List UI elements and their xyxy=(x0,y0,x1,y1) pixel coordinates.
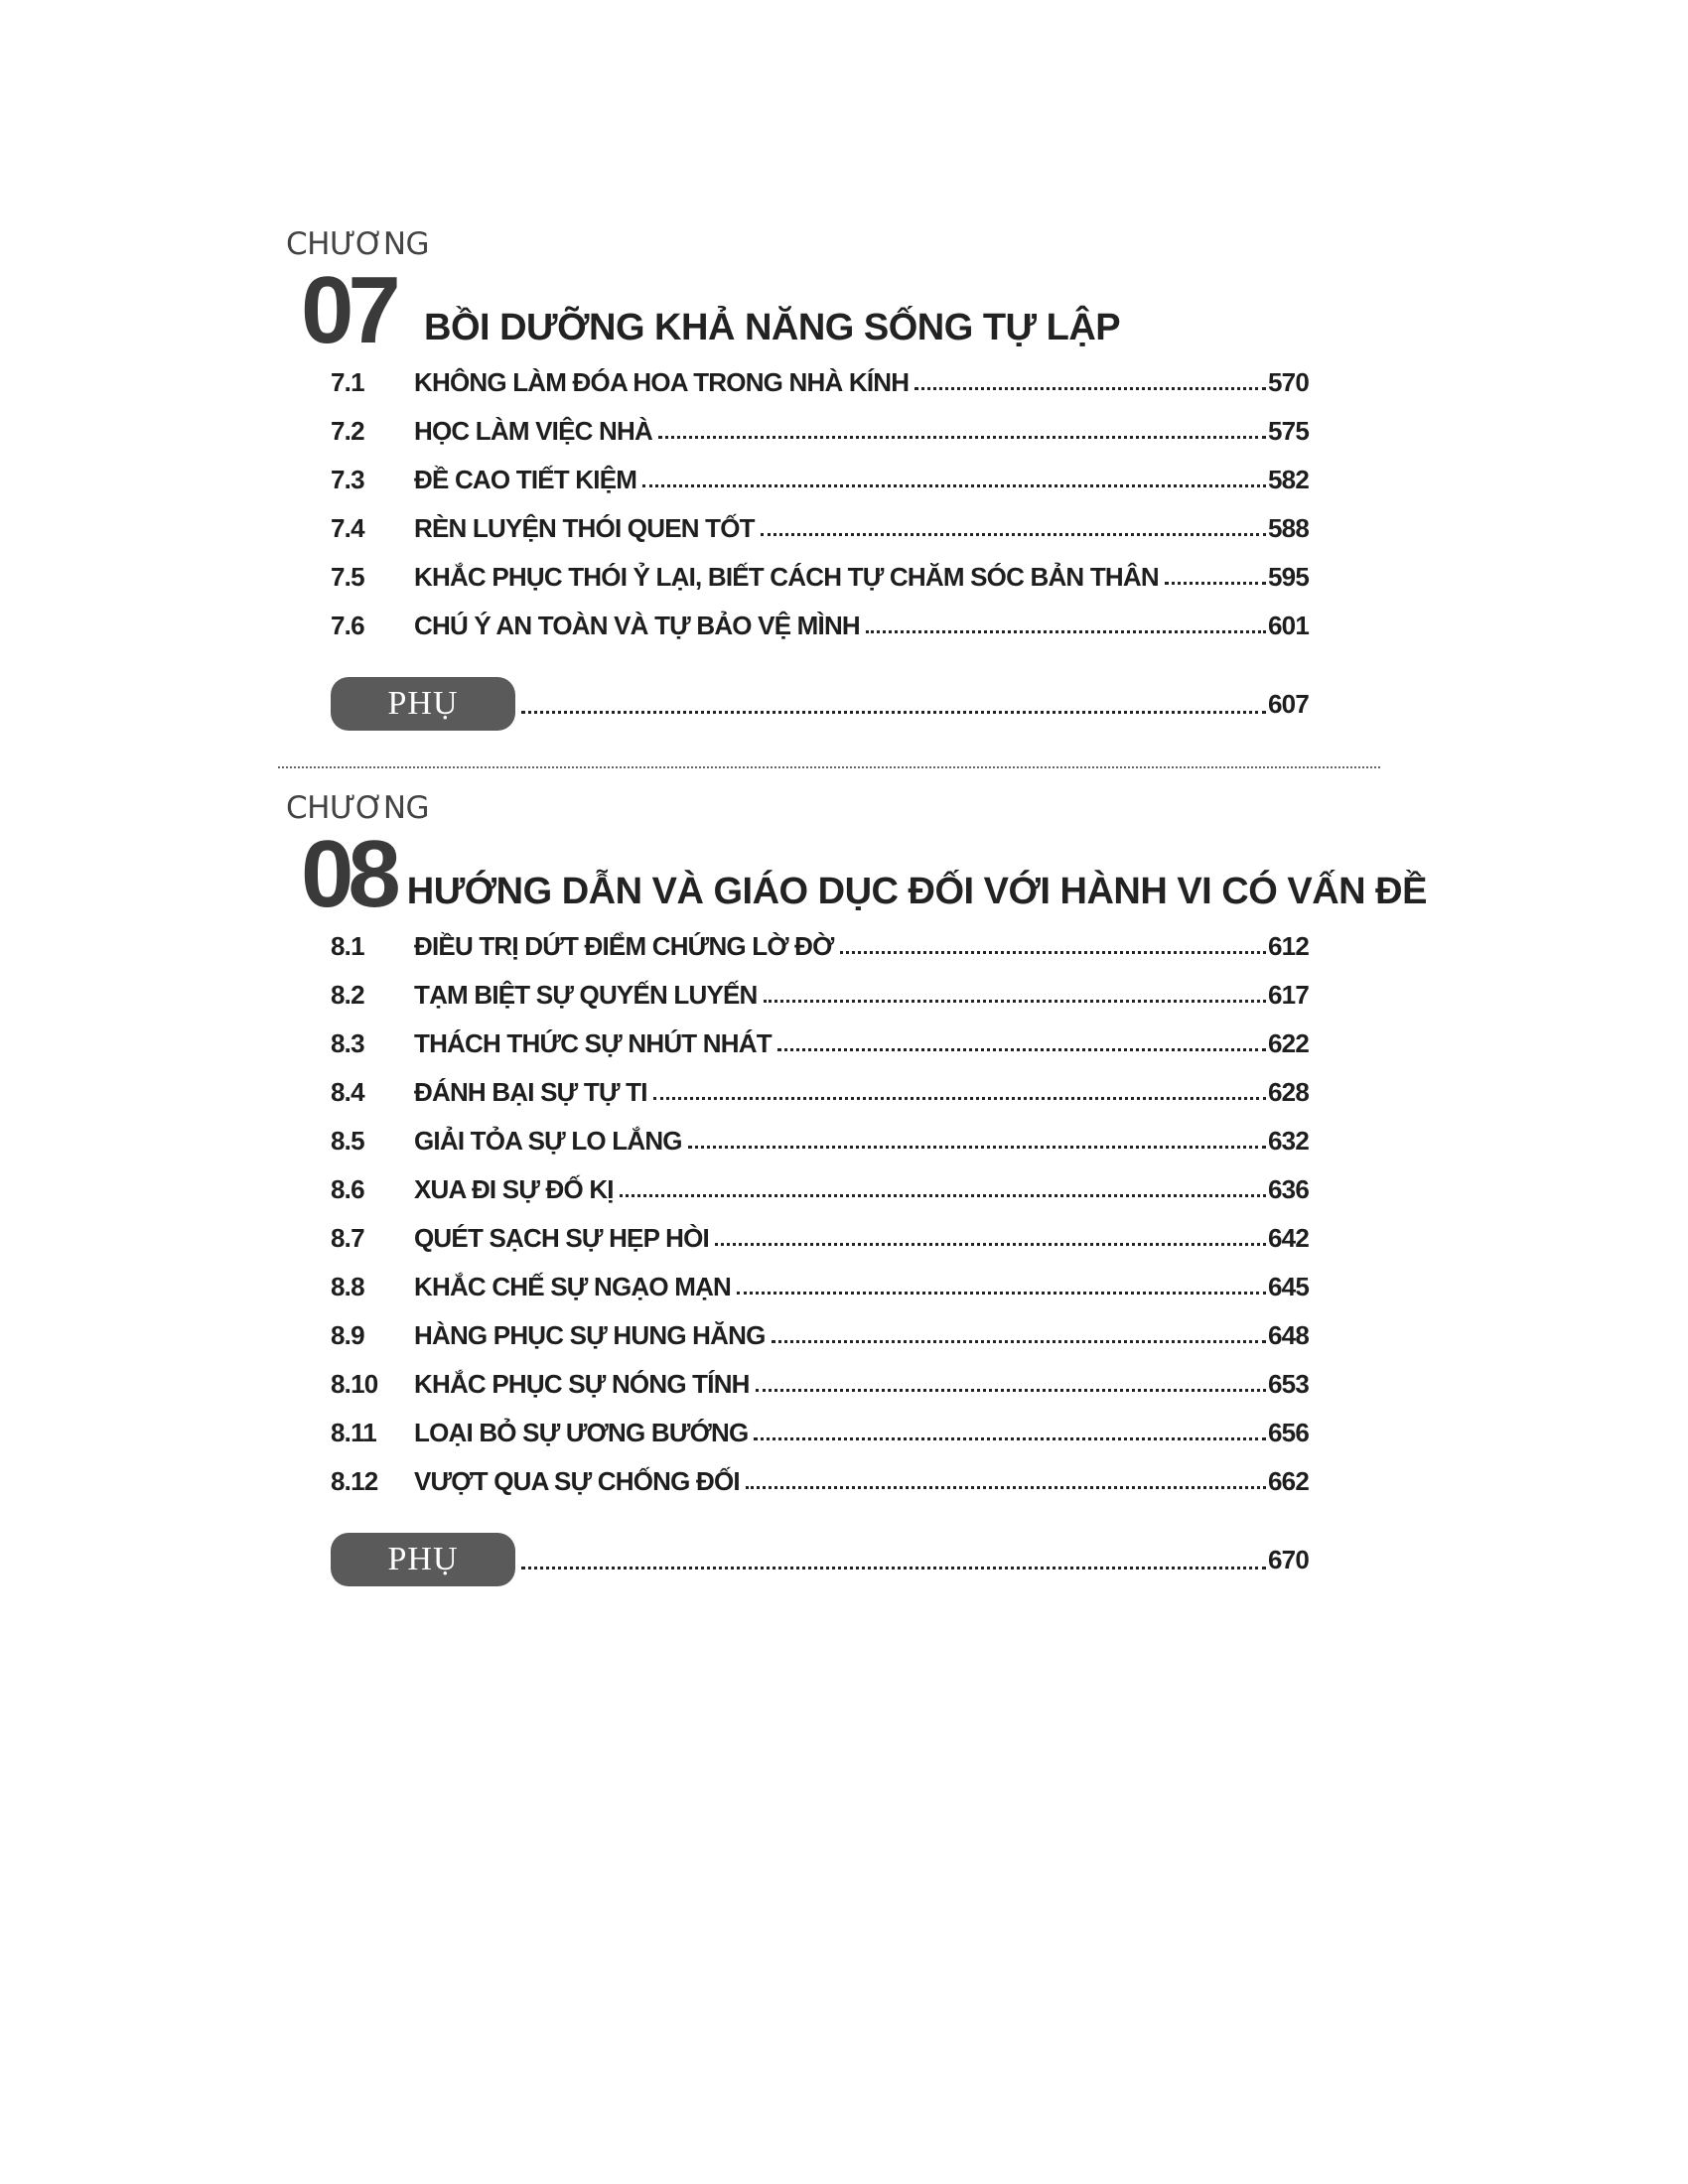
chapter-heading xyxy=(286,257,1408,363)
chapter-word: CHƯƠNG xyxy=(286,226,430,262)
toc-entry-number: 8.9 xyxy=(331,1320,364,1350)
toc-entry-page-number: 570 xyxy=(1268,367,1309,397)
dot-leader xyxy=(764,995,1266,1003)
toc-entry[interactable] xyxy=(331,465,1309,513)
appendix-page-number: 670 xyxy=(1268,1544,1309,1574)
toc-entry-page-number: 653 xyxy=(1268,1369,1309,1399)
dot-leader xyxy=(840,946,1267,954)
toc-entry-page-number: 648 xyxy=(1268,1320,1309,1350)
dot-leader xyxy=(761,528,1266,536)
dot-leader xyxy=(1165,577,1266,585)
toc-entry-number: 7.2 xyxy=(331,416,364,446)
toc-entry-number: 7.3 xyxy=(331,465,364,494)
toc-entry[interactable] xyxy=(331,1028,1309,1077)
chapter-word: CHƯƠNG xyxy=(286,790,430,826)
toc-entry-number: 8.3 xyxy=(331,1028,364,1058)
toc-entry[interactable] xyxy=(331,611,1309,659)
toc-entry[interactable] xyxy=(331,931,1309,980)
toc-entry-page-number: 636 xyxy=(1268,1174,1309,1204)
toc-entry-page-number: 622 xyxy=(1268,1028,1309,1058)
appendix-entry[interactable] xyxy=(331,1533,1309,1631)
toc-entry-title: GIẢI TỎA SỰ LO LẮNG xyxy=(414,1126,682,1156)
toc-entry-number: 8.5 xyxy=(331,1126,364,1156)
toc-entry-page-number: 582 xyxy=(1268,465,1309,494)
toc-entry-page-number: 645 xyxy=(1268,1272,1309,1301)
toc-entry[interactable] xyxy=(331,1174,1309,1223)
toc-entry[interactable] xyxy=(331,513,1309,562)
toc-entry[interactable] xyxy=(331,1369,1309,1418)
toc-entry-page-number: 588 xyxy=(1268,513,1309,543)
toc-entry-number: 8.11 xyxy=(331,1418,376,1447)
dot-leader xyxy=(737,1287,1266,1295)
toc-entry-title: KHẮC CHẾ SỰ NGẠO MẠN xyxy=(414,1272,732,1301)
toc-entry-number: 8.1 xyxy=(331,931,364,961)
toc-entry-number: 8.10 xyxy=(331,1369,378,1399)
dot-leader xyxy=(914,382,1266,390)
dot-leader xyxy=(521,1562,1266,1570)
toc-entry-page-number: 642 xyxy=(1268,1223,1309,1253)
dot-leader xyxy=(754,1433,1266,1440)
chapter-title: BỒI DƯỠNG KHẢ NĂNG SỐNG TỰ LẬP xyxy=(424,307,1121,348)
chapter-07-section xyxy=(286,226,1408,775)
toc-entry-page-number: 595 xyxy=(1268,562,1309,592)
toc-entry-title: KHẮC PHỤC THÓI Ỷ LẠI, BIẾT CÁCH TỰ CHĂM SÓC BẢN THÂN xyxy=(414,562,1159,592)
toc-entry-number: 8.6 xyxy=(331,1174,364,1204)
dot-leader xyxy=(642,479,1266,487)
appendix-badge: PHỤ LỤC xyxy=(331,1533,515,1586)
dot-leader xyxy=(658,431,1266,439)
toc-entry-title: CHÚ Ý AN TOÀN VÀ TỰ BẢO VỆ MÌNH xyxy=(414,611,860,640)
toc-list xyxy=(286,367,1408,659)
toc-entry-title: LOẠI BỎ SỰ ƯƠNG BƯỚNG xyxy=(414,1418,749,1447)
toc-entry[interactable] xyxy=(331,1272,1309,1320)
toc-entry-title: XUA ĐI SỰ ĐỐ KỊ xyxy=(414,1174,614,1204)
dot-leader xyxy=(777,1043,1266,1051)
toc-entry-title: VƯỢT QUA SỰ CHỐNG ĐỐI xyxy=(414,1466,740,1496)
dot-leader xyxy=(756,1384,1266,1392)
toc-entry-number: 8.7 xyxy=(331,1223,364,1253)
chapter-title: HƯỚNG DẪN VÀ GIÁO DỤC ĐỐI VỚI HÀNH VI CÓ VẤN ĐỀ xyxy=(406,871,1427,912)
toc-entry-number: 8.12 xyxy=(331,1466,378,1496)
toc-entry-page-number: 575 xyxy=(1268,416,1309,446)
toc-entry[interactable] xyxy=(331,416,1309,465)
toc-entry[interactable] xyxy=(331,1223,1309,1272)
toc-entry-page-number: 662 xyxy=(1268,1466,1309,1496)
toc-entry-title: QUÉT SẠCH SỰ HẸP HÒI xyxy=(414,1223,709,1253)
dot-leader xyxy=(866,625,1266,633)
toc-entry-page-number: 632 xyxy=(1268,1126,1309,1156)
toc-entry[interactable] xyxy=(331,1126,1309,1174)
toc-entry-number: 8.2 xyxy=(331,980,364,1010)
toc-entry-title: HÀNG PHỤC SỰ HUNG HĂNG xyxy=(414,1320,766,1350)
toc-entry-page-number: 617 xyxy=(1268,980,1309,1010)
dot-leader xyxy=(521,706,1266,714)
toc-entry[interactable] xyxy=(331,1320,1309,1369)
toc-entry-number: 8.8 xyxy=(331,1272,364,1301)
toc-entry[interactable] xyxy=(331,367,1309,416)
chapter-number: 07 xyxy=(301,257,395,363)
toc-entry-number: 7.6 xyxy=(331,611,364,640)
toc-entry-title: ĐỀ CAO TIẾT KIỆM xyxy=(414,465,637,494)
dot-leader xyxy=(688,1141,1266,1149)
dot-leader xyxy=(746,1481,1266,1489)
dot-leader xyxy=(620,1189,1266,1197)
toc-entry-title: THÁCH THỨC SỰ NHÚT NHÁT xyxy=(414,1028,772,1058)
toc-entry-page-number: 628 xyxy=(1268,1077,1309,1107)
toc-entry-title: RÈN LUYỆN THÓI QUEN TỐT xyxy=(414,513,755,543)
dot-leader xyxy=(772,1335,1266,1343)
toc-entry[interactable] xyxy=(331,980,1309,1028)
chapter-08-section xyxy=(286,790,1427,1631)
appendix-badge: PHỤ LỤC xyxy=(331,677,515,731)
appendix-entry[interactable] xyxy=(331,677,1309,775)
toc-entry-number: 7.5 xyxy=(331,562,364,592)
chapter-heading xyxy=(286,821,1427,927)
toc-entry-title: HỌC LÀM VIỆC NHÀ xyxy=(414,416,652,446)
toc-entry-page-number: 612 xyxy=(1268,931,1309,961)
toc-entry[interactable] xyxy=(331,1418,1309,1466)
toc-entry-title: KHÔNG LÀM ĐÓA HOA TRONG NHÀ KÍNH xyxy=(414,367,910,397)
toc-entry-title: ĐÁNH BẠI SỰ TỰ TI xyxy=(414,1077,647,1107)
toc-entry[interactable] xyxy=(331,1466,1309,1515)
toc-entry-page-number: 656 xyxy=(1268,1418,1309,1447)
chapter-number: 08 xyxy=(301,821,395,927)
toc-entry-number: 8.4 xyxy=(331,1077,364,1107)
toc-entry-number: 7.4 xyxy=(331,513,364,543)
toc-entry[interactable] xyxy=(331,1077,1309,1126)
dot-leader xyxy=(715,1238,1266,1246)
toc-entry-title: KHẮC PHỤC SỰ NÓNG TÍNH xyxy=(414,1369,750,1399)
toc-entry[interactable] xyxy=(331,562,1309,611)
toc-entry-title: TẠM BIỆT SỰ QUYẾN LUYẾN xyxy=(414,980,758,1010)
toc-entry-title: ĐIỀU TRỊ DỨT ĐIỂM CHỨNG LỜ ĐỜ xyxy=(414,931,834,961)
appendix-page-number: 607 xyxy=(1268,688,1309,719)
toc-entry-page-number: 601 xyxy=(1268,611,1309,640)
dot-leader xyxy=(653,1092,1266,1100)
toc-entry-number: 7.1 xyxy=(331,367,364,397)
section-divider xyxy=(278,766,1380,768)
toc-list xyxy=(286,931,1408,1515)
